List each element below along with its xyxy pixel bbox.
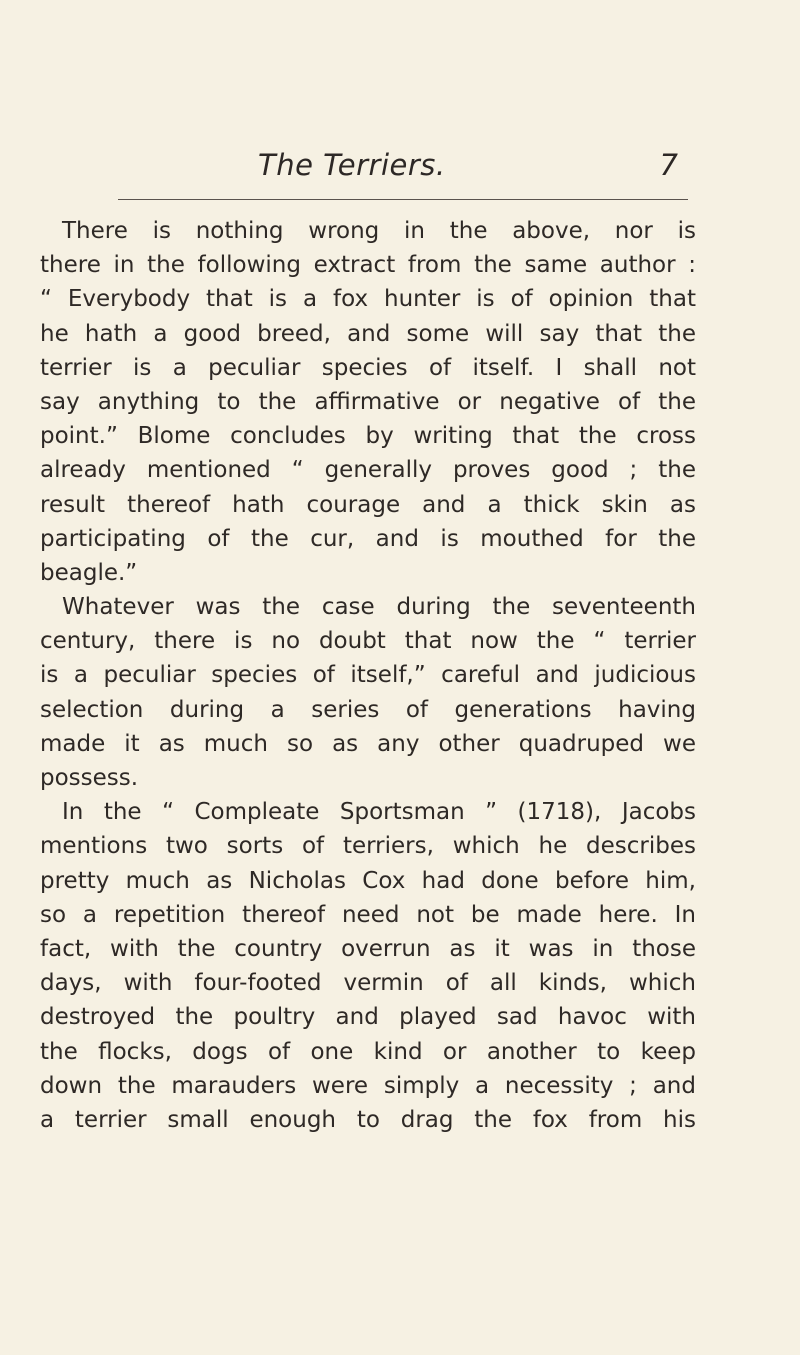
text-line: There is nothing wrong in the above, nor is [62,218,696,244]
page-number: 7 [659,148,678,182]
body-text [40,214,696,1137]
text-line: beagle.” [40,559,138,586]
text-line: days, with four-footed vermin of all kinds, which [40,970,696,997]
text-line: is a peculiar species of itself,” careful and judicious [40,662,696,689]
text-line: so a repetition thereof need not be made here. In [40,901,696,928]
text-line: “ Everybody that is a fox hunter is of opinion that [40,286,696,313]
text-line: terrier is a peculiar species of itself. I shall not [40,354,696,381]
text-line: already mentioned “ generally proves good ; the [40,457,696,484]
text-line: result thereof hath courage and a thick skin as [40,491,696,518]
text-line: there in the following extract from the same author : [40,252,696,279]
text-line: the flocks, dogs of one kind or another to keep [40,1038,696,1065]
text-line: a terrier small enough to drag the fox from his [40,1106,696,1133]
text-line: Whatever was the case during the seventeenth [62,594,696,621]
text-line: made it as much so as any other quadruped we [40,730,696,757]
text-line: destroyed the poultry and played sad havoc with [40,1004,696,1031]
text-line: say anything to the affirmative or negative of the [40,388,696,415]
text-line: he hath a good breed, and some will say that the [40,320,696,347]
text-line: possess. [40,765,139,791]
text-line: century, there is no doubt that now the “ terrier [40,628,696,655]
text-line: down the marauders were simply a necessity ; and [40,1072,696,1099]
text-line: pretty much as Nicholas Cox had done before him, [40,867,696,894]
running-head [258,148,690,192]
text-line: mentions two sorts of terriers, which he describes [40,833,696,860]
header-rule [118,199,688,200]
text-line: point.” Blome concludes by writing that the cross [40,423,696,450]
text-line: In the “ Compleate Sportsman ” (1718), Jacobs [62,799,696,826]
text-line: selection during a series of generations having [40,696,696,723]
text-line: participating of the cur, and is mouthed for the [40,525,696,552]
running-title: The Terriers. [258,148,446,182]
text-line: fact, with the country overrun as it was in those [40,935,696,962]
